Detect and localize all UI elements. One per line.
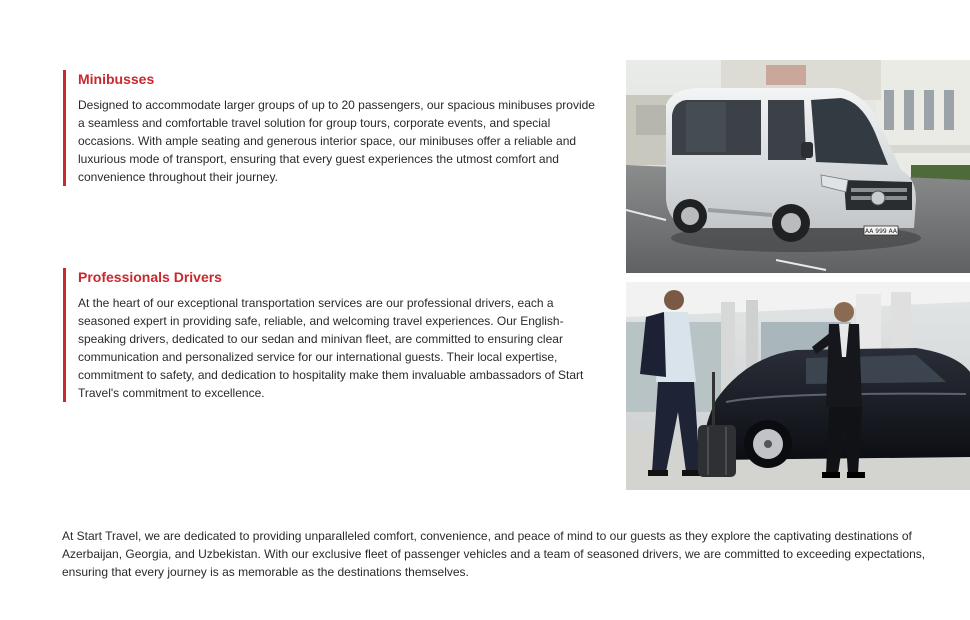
drivers-heading: Professionals Drivers <box>78 269 222 285</box>
van-license-plate: AA 999 AA <box>864 228 898 235</box>
drivers-photo <box>626 282 970 490</box>
minibusses-heading: Minibusses <box>78 71 155 87</box>
drivers-section <box>63 268 598 402</box>
minibusses-section <box>63 70 598 186</box>
minibusses-description: Designed to accommodate larger groups of up to 20 passengers, our spacious minibuses provide a seamless and comfortable travel solution for group tours, corporate events, and special occasions. With ample seating and generous interior space, our minibuses offer a reliable and luxurious mode of transport, ensuring that every guest experiences the utmost comfort and convenience throughout their journey. <box>78 98 595 184</box>
drivers-description: At the heart of our exceptional transportation services are our professional drivers, each a seasoned expert in providing safe, reliable, and welcoming travel experiences. Our English-speaking drivers, dedicated to our sedan and minivan fleet, are committed to ensuring clear communication and personalized service for our international guests. Their local expertise, commitment to safety, and dedication to hospitality make them invaluable ambassadors of Start Travel's commitment to excellence. <box>78 296 584 400</box>
minibus-photo <box>626 60 970 273</box>
closing-paragraph: At Start Travel, we are dedicated to providing unparalleled comfort, convenience, and peace of mind to our guests as they explore the captivating destinations of Azerbaijan, Georgia, and Uzbekistan. With our exclusive fleet of passenger vehicles and a team of seasoned drivers, we are committed to exceeding expectations, ensuring that every journey is as memorable as the destinations themselves. <box>62 529 926 579</box>
